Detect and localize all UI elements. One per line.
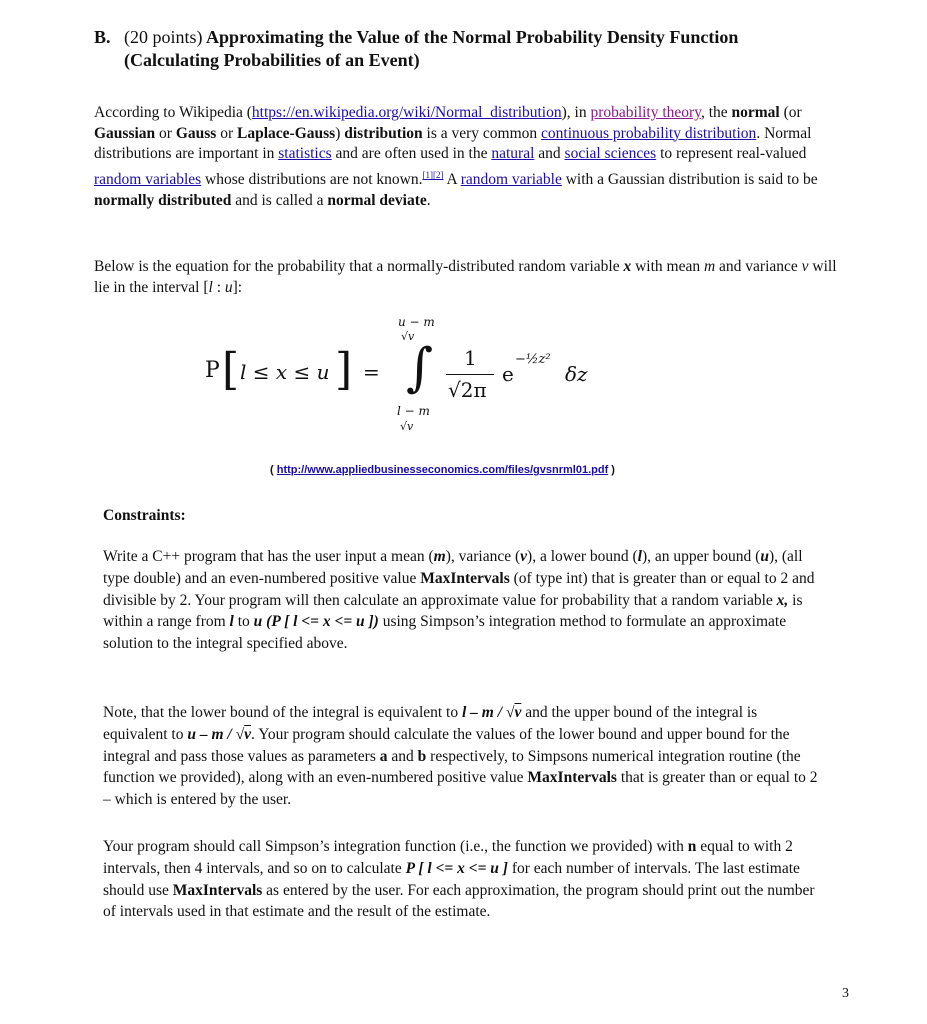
bold-maxintervals: MaxIntervals: [420, 569, 510, 587]
eq-fraction-bar: [446, 374, 494, 375]
text: whose distributions are not known.: [201, 170, 423, 188]
eq-denominator: √2π: [448, 378, 487, 402]
var-m: m: [433, 548, 446, 565]
random-variables-link[interactable]: random variables: [94, 170, 202, 188]
intro-paragraph: [94, 103, 854, 211]
bold-gaussian: Gaussian: [94, 124, 156, 142]
eq-left-bracket: [: [222, 344, 240, 395]
text: and are often used in the: [331, 145, 492, 163]
eq-integral: ∫: [406, 338, 434, 398]
text: (or: [779, 104, 802, 121]
bold-normal-deviate: normal deviate: [327, 191, 427, 209]
text: and variance: [715, 258, 802, 275]
var-u: u: [224, 278, 233, 296]
ref-2-link[interactable]: [2]: [432, 169, 444, 180]
probability-theory-link[interactable]: probability theory: [590, 104, 701, 121]
eq-lower-den: √v: [400, 420, 414, 433]
text: equal to with 2 intervals, then 4 intervals, and so on to calculate: [103, 838, 793, 877]
text: and the upper bound of the integral is equivalent to: [103, 704, 758, 743]
eq-exponent: −½z²: [515, 352, 551, 367]
text: :: [212, 278, 225, 296]
eq-inner: l ≤ x ≤ u: [240, 360, 330, 384]
text: ), a lower bound (: [527, 548, 638, 565]
text: According to Wikipedia (: [94, 104, 252, 121]
var-v: v: [244, 725, 252, 743]
text: and: [387, 747, 418, 765]
bold-gauss: Gauss: [175, 124, 217, 142]
random-variable-link[interactable]: random variable: [460, 170, 562, 188]
source-link[interactable]: http://www.appliedbusinesseconomics.com/files/gvsnrml01.pdf: [276, 464, 609, 476]
bold-normal: normal: [731, 104, 780, 121]
var-u: u: [253, 613, 263, 631]
text: is within a range from: [103, 591, 803, 631]
bold-maxintervals: MaxIntervals: [172, 881, 263, 899]
text: ): [335, 124, 345, 142]
bold-distribution: distribution: [344, 124, 423, 142]
bold-laplace: Laplace-Gauss: [237, 124, 336, 142]
eq-lower-limit: l − m: [397, 404, 430, 418]
text: . Normal distributions are important in: [94, 124, 812, 163]
constraints-paragraph-3: [103, 836, 823, 923]
var-x: x,: [776, 591, 789, 609]
probability-equation: [200, 310, 620, 450]
statistics-link[interactable]: statistics: [278, 145, 332, 163]
text: to: [233, 613, 254, 631]
text: , the: [700, 104, 732, 121]
param-a: a: [379, 747, 388, 765]
natural-link[interactable]: natural: [491, 145, 535, 163]
eq-P: P: [205, 358, 220, 383]
bold-normally-distributed: normally distributed: [94, 191, 232, 209]
text: ]:: [232, 278, 243, 296]
wikipedia-link[interactable]: https://en.wikipedia.org/wiki/Normal_distribution: [251, 104, 562, 121]
bold-maxintervals: MaxIntervals: [527, 769, 617, 787]
text: (: [270, 464, 277, 476]
text: Below is the equation for the probability that a normally-distributed random variable: [94, 258, 624, 275]
text: as entered by the user. For each approximation, the program should print out the number of intervals used in that estimate and the result of the estimate.: [103, 881, 815, 921]
text: Write a C++ program that has the user input a mean (: [103, 548, 434, 565]
param-b: b: [417, 747, 427, 765]
var-l: l: [229, 613, 234, 631]
equation-intro-paragraph: [94, 257, 854, 298]
eq-numerator: 1: [464, 346, 477, 370]
text: A: [443, 170, 461, 188]
text: ), in: [561, 104, 591, 121]
var-v: v: [514, 704, 522, 721]
ref-1-link[interactable]: [1]: [422, 169, 433, 180]
constraints-paragraph-1: [103, 546, 823, 655]
eq-equals: =: [363, 360, 380, 384]
text: that is greater than or equal to 2 – which is entered by the user.: [103, 769, 818, 809]
var-l: l: [637, 548, 642, 565]
section-heading: [94, 26, 854, 72]
text: is a very common: [422, 124, 542, 142]
text: with a Gaussian distribution is said to be: [561, 170, 818, 188]
prob-expression: P [ l <= x <= u ]: [405, 859, 508, 877]
upper-bound-expr: u – m / √: [187, 725, 245, 743]
var-m: m: [703, 258, 716, 275]
var-v: v: [801, 258, 809, 275]
var-l: l: [208, 278, 213, 296]
continuous-probability-link[interactable]: continuous probability distribution: [541, 124, 757, 142]
text: or: [155, 124, 176, 142]
text: respectively, to Simpsons numerical integration routine (the function we provided), along with an even-numbered positive value: [103, 747, 801, 787]
source-citation: [270, 464, 615, 476]
text: . Your program should calculate the values of the lower bound and upper bound for the integral and pass those values as parameters: [103, 725, 790, 765]
title-line-1: Approximating the Value of the Normal Probability Density Function: [206, 27, 739, 47]
text: will lie in the interval [: [94, 258, 837, 296]
text: .: [426, 191, 431, 209]
var-u: u: [760, 548, 769, 565]
page-number: 3: [842, 986, 849, 1001]
eq-upper-den: √v: [401, 330, 415, 343]
text: for each number of intervals. The last estimate should use: [103, 859, 800, 899]
eq-exp-base: e: [502, 362, 514, 386]
text: or: [216, 124, 238, 142]
text: and: [534, 145, 565, 163]
text: Your program should call Simpson’s integration function (i.e., the function we provided) with: [103, 838, 688, 855]
text: ), (all type double) and an even-numbered positive value: [103, 548, 803, 587]
text: using Simpson’s integration method to formulate an approximate solution to the integral specified above.: [103, 613, 787, 653]
param-n: n: [687, 838, 697, 855]
constraints-paragraph-2: [103, 702, 823, 811]
text: ): [608, 464, 615, 476]
eq-right-bracket: ]: [335, 344, 353, 395]
lower-bound-expr: l – m / √: [462, 704, 515, 721]
text: (of type int) that is greater than or equal to 2 and divisible by 2. Your program will then calculate an approximate value for probability that a random variable: [103, 569, 815, 609]
section-title: [124, 26, 738, 72]
text: Note, that the lower bound of the integral is equivalent to: [103, 704, 462, 721]
text: ), an upper bound (: [641, 548, 761, 565]
text: with mean: [631, 258, 704, 275]
prob-expression: (P [ l <= x <= u ]): [266, 613, 379, 631]
constraints-heading: Constraints:: [103, 507, 186, 524]
social-sciences-link[interactable]: social sciences: [564, 145, 657, 163]
section-label: B.: [94, 27, 111, 47]
var-v: v: [520, 548, 528, 565]
text: to represent real-valued: [656, 145, 807, 163]
points-label: (20 points): [124, 27, 203, 47]
text: and is called a: [231, 191, 328, 209]
eq-dz: δz: [565, 362, 588, 386]
text: ), variance (: [445, 548, 521, 565]
title-line-2: (Calculating Probabilities of an Event): [124, 50, 420, 70]
var-x: x: [623, 258, 632, 275]
eq-upper-limit: u − m: [398, 315, 435, 329]
